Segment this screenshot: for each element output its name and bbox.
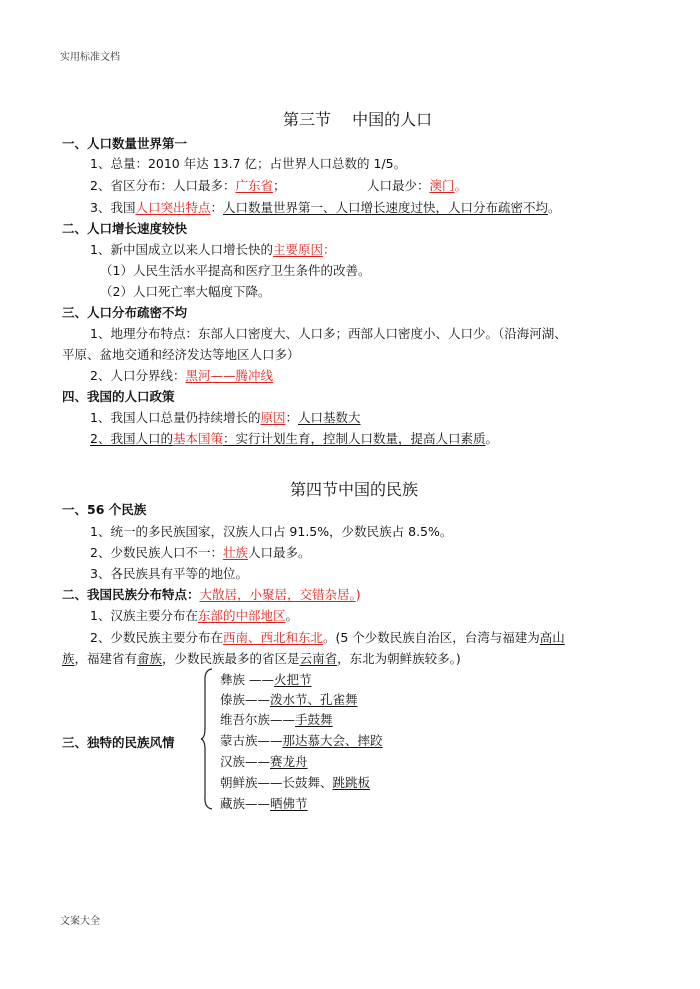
- highlight-text: 壮族: [222, 545, 248, 560]
- paragraph-boundary: [90, 366, 273, 386]
- text: 2、人口分界线：: [90, 368, 186, 383]
- heading-distribution: 三、人口分布疏密不均: [62, 305, 188, 320]
- custom-item: [220, 690, 358, 710]
- text: 1、我国人口总量仍持续增长的: [90, 410, 261, 425]
- custom-item: [220, 731, 383, 751]
- highlight-text: 广东省: [235, 178, 273, 193]
- text: 3、我国: [90, 200, 136, 215]
- text: 人口最多。: [247, 545, 311, 560]
- heading-growth: 二、人口增长速度较快: [62, 221, 188, 236]
- paragraph-han: [90, 606, 298, 626]
- custom-festival: 晒佛节: [270, 796, 308, 811]
- custom-ethnic: 朝鲜族——长鼓舞、: [220, 775, 333, 790]
- text: 2、少数民族主要分布在: [90, 630, 223, 645]
- highlight-text: 原因: [260, 410, 286, 425]
- paragraph: （1）人民生活水平提高和医疗卫生条件的改善。: [100, 263, 371, 278]
- text: ，福建省有: [74, 651, 138, 666]
- text: 二、我国民族分布特点：: [62, 587, 200, 602]
- custom-ethnic: 汉族——: [220, 754, 271, 769]
- paragraph: 平原、盆地交通和经济发达等地区人口多）: [62, 347, 300, 362]
- underlined-text: 人口数量世界第一、人口增长速度过快，人口分布疏密不均: [222, 200, 548, 215]
- custom-item: [220, 794, 308, 814]
- paragraph-province-least: [367, 176, 467, 196]
- heading-customs: 三、独特的民族风情: [62, 735, 175, 750]
- paragraph-policy-reason: [90, 408, 361, 428]
- underlined-text: 2、我国人口的: [90, 431, 173, 446]
- paragraph: （2）人口死亡率大幅度下降。: [100, 284, 271, 299]
- paragraph: 1、地理分布特点：东部人口密度大、人口多；西部人口密度小、人口少。（沿海河湖、: [90, 326, 567, 341]
- section-title: 第三节 中国的人口: [283, 110, 433, 129]
- text: ：: [210, 200, 223, 215]
- custom-ethnic: 彝族 ——: [220, 672, 274, 687]
- page-footer: 文案大全: [60, 916, 100, 927]
- paragraph: 3、各民族具有平等的地位。: [90, 566, 248, 581]
- custom-festival: 跳跳板: [332, 775, 371, 790]
- text: ：: [285, 410, 298, 425]
- highlight-text: 大散居，小聚居，交错杂居。: [199, 587, 356, 602]
- highlight-text: 人口突出特点: [135, 200, 211, 215]
- paragraph-feature: [90, 198, 561, 218]
- heading-56-nations: 一、56 个民族: [62, 502, 147, 517]
- text: 。: [285, 608, 298, 623]
- underlined-text: 畲族: [137, 651, 163, 666]
- highlight-text: 澳门: [429, 178, 455, 193]
- text: 。: [485, 431, 499, 446]
- text: 人口最少：: [367, 178, 430, 193]
- heading-population-first: 一、人口数量世界第一: [62, 136, 188, 151]
- text: 2、少数民族人口不一：: [90, 545, 223, 560]
- heading-policy: 四、我国的人口政策: [62, 389, 175, 404]
- custom-festival: 手鼓舞: [295, 712, 333, 727]
- text: ，东北为朝鲜族较多。): [337, 651, 461, 666]
- text: 。(5 个少数民族自治区，台湾与福建为: [322, 630, 540, 645]
- custom-festival: 赛龙舟: [270, 754, 308, 769]
- paragraph-province: [90, 176, 286, 196]
- custom-ethnic: 傣族——: [220, 692, 271, 707]
- highlight-text: 主要原因: [272, 242, 323, 257]
- paragraph: 1、统一的多民族国家，汉族人口占 91.5%，少数民族占 8.5%。: [90, 524, 453, 539]
- paragraph-national-policy: [90, 429, 498, 449]
- text: ；: [272, 178, 286, 193]
- underlined-text: 云南省: [299, 651, 338, 666]
- paragraph: 1、总量：2010 年达 13.7 亿；占世界人口总数的 1/5。: [90, 156, 407, 171]
- text: 1、新中国成立以来人口增长快的: [90, 242, 273, 257]
- custom-item: [220, 773, 370, 793]
- highlight-text: 基本国策: [172, 431, 223, 446]
- text: 2、省区分布：人口最多：: [90, 178, 236, 193]
- text: ：: [322, 242, 336, 257]
- custom-festival: 火把节: [273, 672, 312, 687]
- custom-festival: 泼水节、孔雀舞: [270, 692, 358, 707]
- custom-item: [220, 670, 312, 690]
- custom-ethnic: 维吾尔族——: [220, 712, 296, 727]
- custom-item: [220, 710, 333, 730]
- heading-distribution-feature: [62, 585, 361, 605]
- text: 。: [454, 178, 468, 193]
- section-title: 第四节中国的民族: [290, 480, 419, 499]
- text: ，少数民族最多的省区是: [162, 651, 300, 666]
- underlined-text: ：实行计划生育，控制人口数量，提高人口素质: [222, 431, 486, 446]
- page-header: 实用标准文档: [60, 52, 120, 63]
- text: 。: [548, 200, 561, 215]
- custom-ethnic: 蒙古族——: [220, 733, 283, 748]
- paragraph-minority-cont: [62, 649, 461, 669]
- text: ): [355, 587, 361, 602]
- text: 1、汉族主要分布在: [90, 608, 198, 623]
- paragraph-zhuang: [90, 543, 311, 563]
- underlined-text: 族: [62, 651, 75, 666]
- paragraph-minority: [90, 628, 565, 648]
- underlined-text: 高山: [539, 630, 565, 645]
- brace-icon: [200, 668, 214, 810]
- highlight-text: 黑河——腾冲线: [185, 368, 273, 383]
- custom-item: [220, 752, 308, 772]
- underlined-text: 人口基数大: [298, 410, 361, 425]
- highlight-text: 东部的中部地区: [197, 608, 286, 623]
- highlight-text: 西南、西北和东北: [222, 630, 323, 645]
- paragraph-reason: [90, 240, 336, 260]
- custom-festival: 那达慕大会、摔跤: [282, 733, 383, 748]
- custom-ethnic: 藏族——: [220, 796, 271, 811]
